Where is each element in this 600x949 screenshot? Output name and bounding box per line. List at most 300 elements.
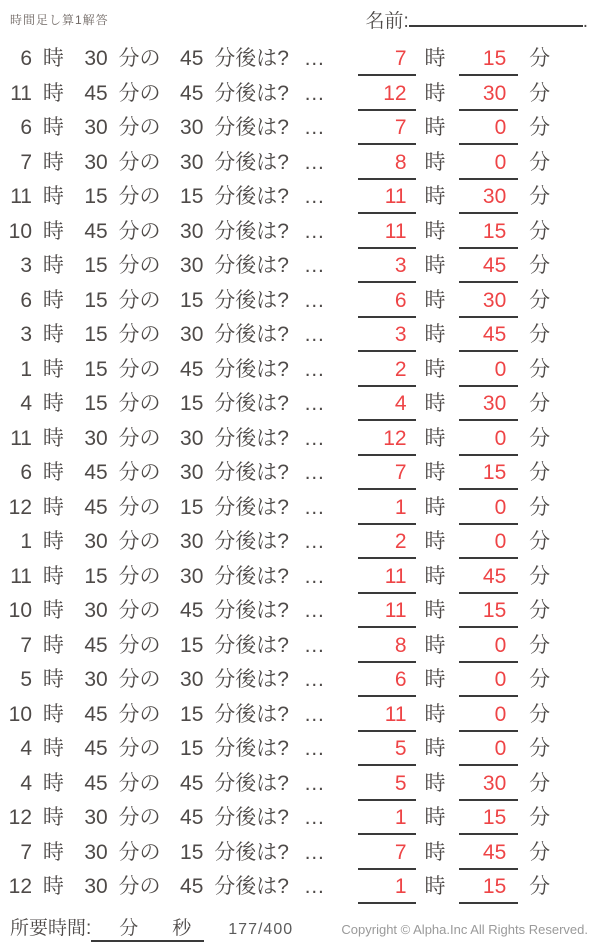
minutes-after-label: 分後は?	[214, 81, 289, 105]
question-minute: 45	[84, 81, 108, 105]
answer-minute-blank: 0	[459, 665, 518, 697]
ellipsis: …	[303, 81, 326, 105]
answer-hour-blank: 1	[358, 872, 416, 904]
answer-hour-blank: 3	[358, 320, 416, 352]
question-hour: 6	[20, 461, 32, 484]
delta-minutes: 30	[180, 219, 204, 243]
minute-unit-label: 分	[529, 633, 551, 657]
minutes-after-label: 分後は?	[214, 771, 289, 795]
answer-minute-blank: 30	[459, 182, 518, 214]
worksheet-title: 時間足し算1解答	[10, 13, 109, 27]
question-hour: 7	[20, 633, 32, 657]
problem-row	[0, 872, 600, 907]
answer-hour-blank: 11	[358, 596, 416, 628]
question-minute: 15	[84, 254, 108, 277]
problem-row	[0, 734, 600, 769]
answer-minute-blank: 0	[459, 700, 518, 732]
minute-unit-label: 分	[529, 495, 551, 519]
minutes-after-label: 分後は?	[214, 564, 289, 588]
hour-unit-label: 時	[42, 875, 64, 898]
hour-unit-label: 時	[424, 47, 446, 70]
ellipsis: …	[303, 288, 326, 312]
hour-unit-label: 時	[42, 426, 64, 450]
minute-of-label: 分の	[118, 702, 161, 726]
delta-minutes: 15	[180, 185, 204, 208]
hour-unit-label: 時	[424, 288, 446, 312]
answer-hour-blank: 1	[358, 803, 416, 835]
minute-unit-label: 分	[529, 461, 551, 484]
question-hour: 1	[20, 357, 32, 381]
question-minute: 15	[84, 392, 108, 415]
minute-of-label: 分の	[118, 599, 161, 622]
question-minute: 30	[84, 840, 108, 864]
hour-unit-label: 時	[424, 81, 446, 105]
answer-minute-blank: 15	[459, 596, 518, 628]
problem-row	[0, 355, 600, 390]
hour-unit-label: 時	[424, 495, 446, 519]
answer-hour-blank: 12	[358, 424, 416, 456]
hour-unit-label: 時	[424, 840, 446, 864]
minute-unit-label: 分	[529, 288, 551, 312]
problem-row	[0, 596, 600, 631]
hour-unit-label: 時	[424, 426, 446, 450]
question-hour: 7	[20, 150, 32, 174]
ellipsis: …	[303, 668, 326, 691]
minute-unit-label: 分	[529, 426, 551, 450]
minutes-after-label: 分後は?	[214, 357, 289, 381]
answer-minute-blank: 30	[459, 286, 518, 318]
minute-of-label: 分の	[118, 288, 161, 312]
minute-unit-label: 分	[529, 392, 551, 415]
minutes-after-label: 分後は?	[214, 116, 289, 139]
minutes-after-label: 分後は?	[214, 47, 289, 70]
question-minute: 30	[84, 150, 108, 174]
question-hour: 11	[10, 564, 32, 588]
hour-unit-label: 時	[42, 254, 64, 277]
question-hour: 4	[20, 392, 32, 415]
answer-hour-blank: 8	[358, 148, 416, 180]
ellipsis: …	[303, 426, 326, 450]
hour-unit-label: 時	[424, 150, 446, 174]
question-minute: 30	[84, 875, 108, 898]
hour-unit-label: 時	[424, 461, 446, 484]
elapsed-time-label: 所要時間:	[10, 918, 92, 939]
hour-unit-label: 時	[42, 806, 64, 829]
minute-of-label: 分の	[118, 806, 161, 829]
question-hour: 6	[20, 47, 32, 70]
delta-minutes: 45	[180, 771, 204, 795]
delta-minutes: 30	[180, 323, 204, 346]
minute-of-label: 分の	[118, 771, 161, 795]
problem-row	[0, 769, 600, 804]
minute-of-label: 分の	[118, 461, 161, 484]
question-hour: 10	[8, 702, 32, 726]
question-minute: 15	[84, 185, 108, 208]
answer-hour-blank: 5	[358, 769, 416, 801]
hour-unit-label: 時	[424, 737, 446, 760]
minutes-after-label: 分後は?	[214, 840, 289, 864]
answer-minute-blank: 45	[459, 320, 518, 352]
minutes-after-label: 分後は?	[214, 668, 289, 691]
question-minute: 15	[84, 288, 108, 312]
minutes-after-label: 分後は?	[214, 702, 289, 726]
answer-minute-blank: 30	[459, 79, 518, 111]
delta-minutes: 45	[180, 875, 204, 898]
question-hour: 6	[20, 116, 32, 139]
minute-of-label: 分の	[118, 116, 161, 139]
delta-minutes: 30	[180, 668, 204, 691]
minute-unit-label: 分	[529, 737, 551, 760]
question-hour: 3	[20, 254, 32, 277]
answer-hour-blank: 2	[358, 355, 416, 387]
hour-unit-label: 時	[42, 495, 64, 519]
question-hour: 10	[8, 219, 32, 243]
ellipsis: …	[303, 633, 326, 657]
elapsed-time-field	[10, 913, 204, 942]
minute-of-label: 分の	[118, 737, 161, 760]
answer-hour-blank: 7	[358, 458, 416, 490]
question-minute: 30	[84, 806, 108, 829]
hour-unit-label: 時	[42, 116, 64, 139]
answer-hour-blank: 6	[358, 665, 416, 697]
elapsed-time-blank[interactable]	[91, 913, 204, 942]
hour-unit-label: 時	[42, 599, 64, 622]
minute-unit-label: 分	[529, 806, 551, 829]
ellipsis: …	[303, 806, 326, 829]
minute-of-label: 分の	[118, 323, 161, 346]
hour-unit-label: 時	[42, 564, 64, 588]
problem-row	[0, 562, 600, 597]
delta-minutes: 15	[180, 495, 204, 519]
answer-hour-blank: 5	[358, 734, 416, 766]
problem-row	[0, 493, 600, 528]
question-hour: 6	[20, 288, 32, 312]
minute-unit-label: 分	[529, 150, 551, 174]
minutes-after-label: 分後は?	[214, 185, 289, 208]
hour-unit-label: 時	[424, 323, 446, 346]
page-header	[0, 0, 600, 34]
hour-unit-label: 時	[424, 392, 446, 415]
answer-minute-blank: 0	[459, 734, 518, 766]
delta-minutes: 15	[180, 288, 204, 312]
delta-minutes: 30	[180, 116, 204, 139]
problem-list	[0, 44, 600, 907]
minute-of-label: 分の	[118, 47, 161, 70]
hour-unit-label: 時	[42, 633, 64, 657]
minutes-after-label: 分後は?	[214, 806, 289, 829]
question-minute: 30	[84, 47, 108, 70]
hour-unit-label: 時	[424, 599, 446, 622]
answer-minute-blank: 45	[459, 562, 518, 594]
question-minute: 15	[84, 564, 108, 588]
answer-hour-blank: 2	[358, 527, 416, 559]
question-minute: 30	[84, 116, 108, 139]
problem-row	[0, 148, 600, 183]
hour-unit-label: 時	[424, 875, 446, 898]
problem-row	[0, 113, 600, 148]
delta-minutes: 45	[180, 357, 204, 381]
delta-minutes: 30	[180, 530, 204, 553]
question-hour: 5	[20, 668, 32, 691]
ellipsis: …	[303, 323, 326, 346]
hour-unit-label: 時	[424, 564, 446, 588]
minutes-after-label: 分後は?	[214, 392, 289, 415]
answer-hour-blank: 7	[358, 44, 416, 76]
question-hour: 11	[10, 81, 32, 105]
question-minute: 15	[84, 357, 108, 381]
question-hour: 4	[20, 771, 32, 795]
ellipsis: …	[303, 461, 326, 484]
minute-unit-label: 分	[529, 702, 551, 726]
question-minute: 30	[84, 599, 108, 622]
question-minute: 45	[84, 495, 108, 519]
answer-hour-blank: 8	[358, 631, 416, 663]
hour-unit-label: 時	[42, 702, 64, 726]
minute-of-label: 分の	[118, 254, 161, 277]
minutes-after-label: 分後は?	[214, 150, 289, 174]
ellipsis: …	[303, 702, 326, 726]
hour-unit-label: 時	[42, 668, 64, 691]
name-input-line[interactable]	[409, 7, 583, 27]
minutes-unit-label: 分	[119, 918, 139, 939]
question-minute: 45	[84, 771, 108, 795]
ellipsis: …	[303, 47, 326, 70]
minutes-after-label: 分後は?	[214, 426, 289, 450]
page-number: 177/400	[228, 921, 294, 938]
question-hour: 10	[8, 599, 32, 622]
minute-of-label: 分の	[118, 185, 161, 208]
minutes-after-label: 分後は?	[214, 461, 289, 484]
problem-row	[0, 320, 600, 355]
hour-unit-label: 時	[42, 323, 64, 346]
question-minute: 30	[84, 426, 108, 450]
ellipsis: …	[303, 875, 326, 898]
answer-minute-blank: 45	[459, 251, 518, 283]
question-hour: 4	[20, 737, 32, 760]
question-minute: 45	[84, 461, 108, 484]
name-label: 名前:	[365, 11, 409, 32]
delta-minutes: 30	[180, 564, 204, 588]
answer-hour-blank: 1	[358, 493, 416, 525]
problem-row	[0, 665, 600, 700]
question-hour: 12	[8, 806, 32, 829]
hour-unit-label: 時	[424, 116, 446, 139]
minute-unit-label: 分	[529, 116, 551, 139]
hour-unit-label: 時	[42, 771, 64, 795]
hour-unit-label: 時	[42, 461, 64, 484]
problem-row	[0, 251, 600, 286]
answer-hour-blank: 11	[358, 562, 416, 594]
delta-minutes: 45	[180, 47, 204, 70]
answer-hour-blank: 11	[358, 217, 416, 249]
ellipsis: …	[303, 840, 326, 864]
question-hour: 1	[20, 530, 32, 553]
answer-hour-blank: 7	[358, 113, 416, 145]
question-hour: 3	[20, 323, 32, 346]
ellipsis: …	[303, 150, 326, 174]
hour-unit-label: 時	[42, 288, 64, 312]
minutes-after-label: 分後は?	[214, 599, 289, 622]
minute-of-label: 分の	[118, 219, 161, 243]
minute-unit-label: 分	[529, 81, 551, 105]
minute-of-label: 分の	[118, 530, 161, 553]
hour-unit-label: 時	[424, 530, 446, 553]
problem-row	[0, 803, 600, 838]
hour-unit-label: 時	[424, 219, 446, 243]
minute-unit-label: 分	[529, 599, 551, 622]
question-hour: 12	[8, 495, 32, 519]
hour-unit-label: 時	[42, 840, 64, 864]
minutes-after-label: 分後は?	[214, 530, 289, 553]
delta-minutes: 45	[180, 599, 204, 622]
minute-of-label: 分の	[118, 564, 161, 588]
answer-minute-blank: 15	[459, 458, 518, 490]
problem-row	[0, 838, 600, 873]
problem-row	[0, 389, 600, 424]
delta-minutes: 45	[180, 81, 204, 105]
minutes-after-label: 分後は?	[214, 495, 289, 519]
hour-unit-label: 時	[424, 185, 446, 208]
minutes-after-label: 分後は?	[214, 219, 289, 243]
problem-row	[0, 44, 600, 79]
answer-hour-blank: 11	[358, 700, 416, 732]
answer-minute-blank: 0	[459, 355, 518, 387]
answer-hour-blank: 6	[358, 286, 416, 318]
question-minute: 45	[84, 702, 108, 726]
problem-row	[0, 182, 600, 217]
problem-row	[0, 700, 600, 735]
delta-minutes: 45	[180, 806, 204, 829]
delta-minutes: 15	[180, 392, 204, 415]
ellipsis: …	[303, 392, 326, 415]
question-minute: 30	[84, 530, 108, 553]
hour-unit-label: 時	[42, 530, 64, 553]
minute-unit-label: 分	[529, 323, 551, 346]
name-line-period: .	[582, 11, 588, 32]
ellipsis: …	[303, 564, 326, 588]
ellipsis: …	[303, 495, 326, 519]
answer-minute-blank: 15	[459, 217, 518, 249]
minute-of-label: 分の	[118, 357, 161, 381]
problem-row	[0, 217, 600, 252]
ellipsis: …	[303, 357, 326, 381]
minutes-after-label: 分後は?	[214, 288, 289, 312]
minute-of-label: 分の	[118, 495, 161, 519]
hour-unit-label: 時	[42, 737, 64, 760]
hour-unit-label: 時	[424, 771, 446, 795]
answer-hour-blank: 7	[358, 838, 416, 870]
delta-minutes: 30	[180, 461, 204, 484]
minute-unit-label: 分	[529, 771, 551, 795]
question-minute: 45	[84, 633, 108, 657]
question-hour: 7	[20, 840, 32, 864]
minute-unit-label: 分	[529, 254, 551, 277]
answer-minute-blank: 0	[459, 113, 518, 145]
minute-unit-label: 分	[529, 668, 551, 691]
problem-row	[0, 79, 600, 114]
minute-unit-label: 分	[529, 185, 551, 208]
hour-unit-label: 時	[424, 806, 446, 829]
ellipsis: …	[303, 254, 326, 277]
answer-hour-blank: 11	[358, 182, 416, 214]
ellipsis: …	[303, 116, 326, 139]
ellipsis: …	[303, 737, 326, 760]
delta-minutes: 15	[180, 737, 204, 760]
question-minute: 45	[84, 219, 108, 243]
answer-hour-blank: 12	[358, 79, 416, 111]
delta-minutes: 30	[180, 426, 204, 450]
minutes-after-label: 分後は?	[214, 633, 289, 657]
hour-unit-label: 時	[42, 219, 64, 243]
hour-unit-label: 時	[424, 633, 446, 657]
hour-unit-label: 時	[42, 185, 64, 208]
minute-of-label: 分の	[118, 668, 161, 691]
minutes-after-label: 分後は?	[214, 254, 289, 277]
answer-minute-blank: 0	[459, 493, 518, 525]
ellipsis: …	[303, 219, 326, 243]
minute-unit-label: 分	[529, 564, 551, 588]
minute-unit-label: 分	[529, 357, 551, 381]
answer-minute-blank: 30	[459, 389, 518, 421]
delta-minutes: 15	[180, 633, 204, 657]
problem-row	[0, 458, 600, 493]
ellipsis: …	[303, 530, 326, 553]
hour-unit-label: 時	[42, 47, 64, 70]
minute-unit-label: 分	[529, 530, 551, 553]
ellipsis: …	[303, 599, 326, 622]
ellipsis: …	[303, 771, 326, 795]
hour-unit-label: 時	[424, 668, 446, 691]
minute-unit-label: 分	[529, 219, 551, 243]
question-hour: 11	[10, 185, 32, 208]
problem-row	[0, 631, 600, 666]
answer-minute-blank: 45	[459, 838, 518, 870]
answer-minute-blank: 15	[459, 872, 518, 904]
answer-minute-blank: 0	[459, 631, 518, 663]
answer-minute-blank: 30	[459, 769, 518, 801]
answer-minute-blank: 15	[459, 803, 518, 835]
hour-unit-label: 時	[424, 702, 446, 726]
hour-unit-label: 時	[42, 392, 64, 415]
question-hour: 11	[10, 426, 32, 450]
delta-minutes: 30	[180, 150, 204, 174]
question-minute: 45	[84, 737, 108, 760]
minute-of-label: 分の	[118, 426, 161, 450]
hour-unit-label: 時	[424, 254, 446, 277]
answer-hour-blank: 4	[358, 389, 416, 421]
hour-unit-label: 時	[42, 81, 64, 105]
problem-row	[0, 286, 600, 321]
hour-unit-label: 時	[42, 150, 64, 174]
problem-row	[0, 424, 600, 459]
minute-of-label: 分の	[118, 633, 161, 657]
hour-unit-label: 時	[424, 357, 446, 381]
answer-minute-blank: 15	[459, 44, 518, 76]
question-minute: 30	[84, 668, 108, 691]
name-field	[365, 6, 588, 33]
question-minute: 15	[84, 323, 108, 346]
minutes-after-label: 分後は?	[214, 875, 289, 898]
answer-hour-blank: 3	[358, 251, 416, 283]
ellipsis: …	[303, 185, 326, 208]
delta-minutes: 15	[180, 702, 204, 726]
seconds-unit-label: 秒	[172, 918, 192, 939]
minute-unit-label: 分	[529, 875, 551, 898]
hour-unit-label: 時	[42, 357, 64, 381]
minutes-after-label: 分後は?	[214, 737, 289, 760]
minute-of-label: 分の	[118, 840, 161, 864]
delta-minutes: 15	[180, 840, 204, 864]
